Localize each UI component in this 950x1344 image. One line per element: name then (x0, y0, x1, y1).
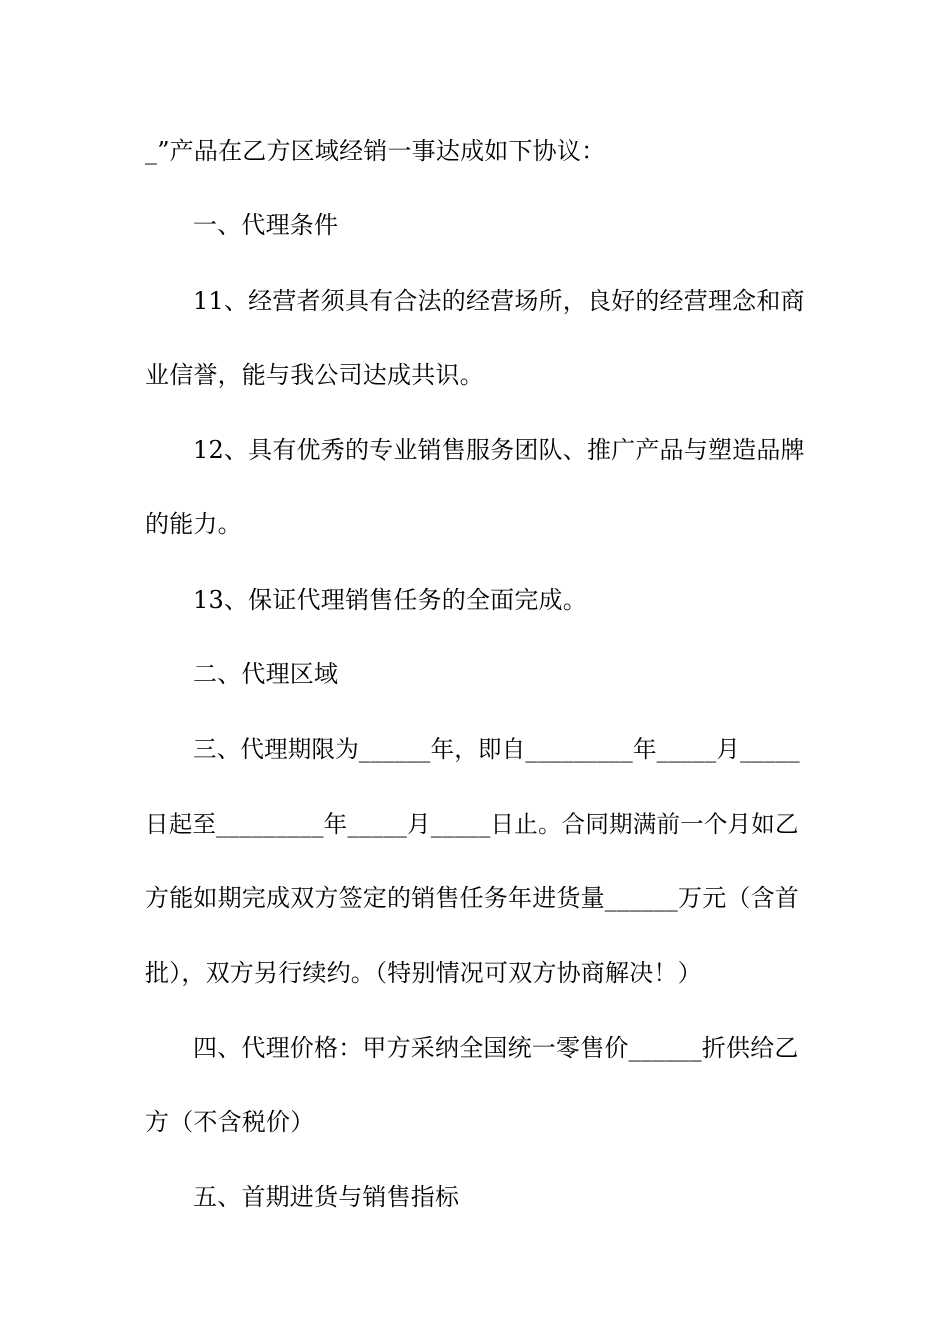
clause-13: 13、保证代理销售任务的全面完成。 (193, 586, 587, 614)
clause-11-line-1: 11、经营者须具有合法的经营场所，良好的经营理念和商 (193, 287, 805, 315)
section-agency-term-line-4: 批），双方另行续约。（特别情况可双方协商解决！） (145, 959, 702, 987)
section-heading-agency-region: 二、代理区域 (193, 660, 339, 688)
clause-11-line-2: 业信誉，能与我公司达成共识。 (145, 361, 484, 389)
section-agency-term-line-3: 方能如期完成双方签定的销售任务年进货量______万元（含首 (145, 884, 799, 912)
section-agency-term-line-2: 日起至_________年_____月_____日止。合同期满前一个月如乙 (145, 810, 799, 838)
section-heading-initial-purchase: 五、首期进货与销售指标 (193, 1183, 460, 1211)
section-agency-price-line-2: 方（不含税价） (145, 1108, 315, 1136)
paragraph-intro-continuation: _”产品在乙方区域经销一事达成如下协议： (145, 137, 606, 165)
section-heading-agency-conditions: 一、代理条件 (193, 211, 339, 239)
clause-12-line-2: 的能力。 (145, 510, 242, 538)
section-agency-price-line-1: 四、代理价格：甲方采纳全国统一零售价______折供给乙 (193, 1034, 799, 1062)
clause-12-line-1: 12、具有优秀的专业销售服务团队、推广产品与塑造品牌 (193, 436, 805, 464)
section-agency-term-line-1: 三、代理期限为______年，即自_________年_____月_____ (193, 735, 800, 763)
